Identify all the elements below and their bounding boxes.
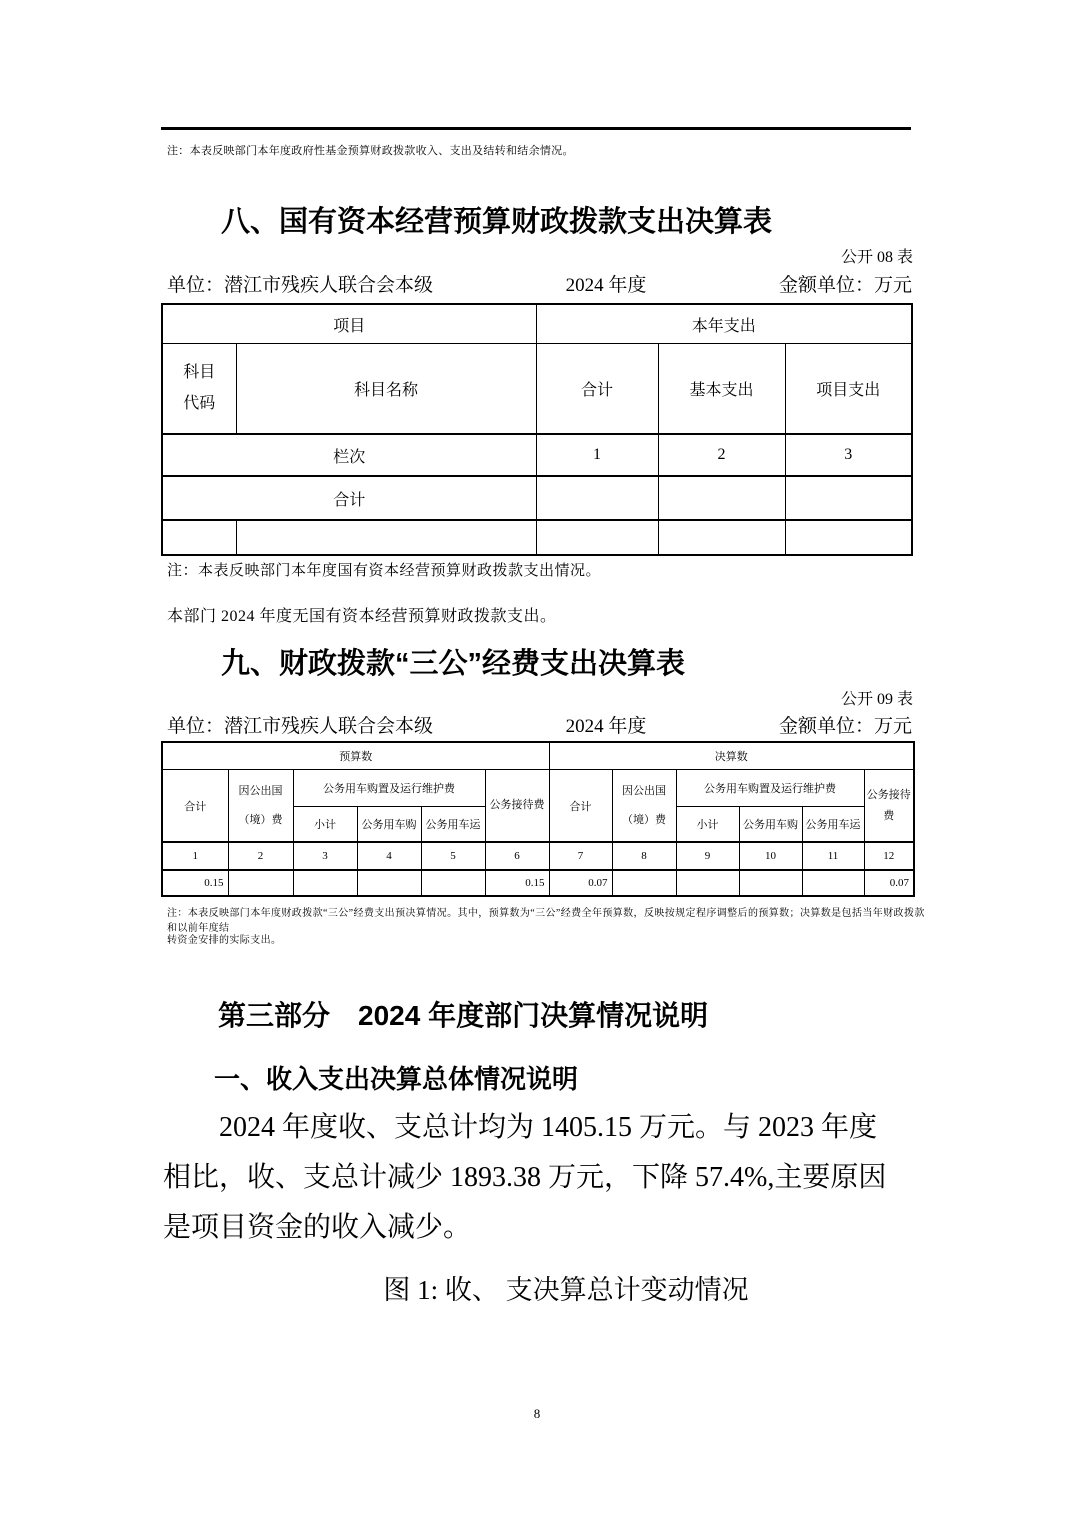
paragraph-line: 相比，收、支总计减少 1893.38 万元，下降 57.4%,主要原因 [163, 1162, 887, 1193]
t2-column-number: 8 [612, 842, 676, 870]
part3-section1-title: 一、收入支出决算总体情况说明 [214, 1064, 579, 1094]
t1-total-value-1 [536, 476, 658, 520]
t2-budget-header: 预算数 [162, 742, 549, 770]
t2-column-number: 9 [676, 842, 739, 870]
section9-table-tag: 公开 09 表 [840, 691, 913, 708]
section9-table-note-line2: 转资金安排的实际支出。 [167, 935, 282, 946]
section8-title: 八、国有资本经营预算财政拨款支出决算表 [221, 206, 773, 238]
t2-final-value [802, 870, 864, 896]
section8-amount-unit-label: 金额单位：万元 [778, 275, 912, 296]
t2-budget-subtotal-label: 小计 [293, 807, 357, 843]
t2-budget-value [293, 870, 357, 896]
t1-empty-cell [658, 520, 785, 555]
t1-column-index-1: 1 [536, 434, 658, 476]
t2-budget-vehicle-label: 公务用车购置及运行维护费 [293, 770, 485, 807]
t2-column-number: 3 [293, 842, 357, 870]
t2-final-operation-label: 公务用车运 [802, 807, 864, 843]
previous-table-bottom-rule [161, 127, 911, 130]
t1-header-basic-expenditure: 基本支出 [658, 344, 785, 435]
section8-year-label: 2024 年度 [565, 275, 647, 296]
t2-budget-reception-label: 公务接待费 [485, 770, 549, 843]
t2-budget-value [357, 870, 421, 896]
three-public-funds-table [161, 741, 915, 897]
t2-column-number: 1 [162, 842, 228, 870]
t1-header-subject-code: 科目代码 [162, 344, 236, 435]
t2-budget-value [421, 870, 485, 896]
section9-table-note-line1: 注：本表反映部门本年度财政拨款“三公”经费支出预决算情况。其中，预算数为“三公”经费全年预算数，反映按规定程序调整后的预算数；决算数是包括当年财政拨款和以前年度结 [167, 908, 925, 934]
t2-column-number: 6 [485, 842, 549, 870]
t2-final-reception-label: 公务接待费 [864, 770, 914, 843]
t2-column-number: 4 [357, 842, 421, 870]
t1-total-value-3 [785, 476, 912, 520]
t2-final-value-reception: 0.07 [864, 870, 914, 896]
t1-header-year-expenditure: 本年支出 [536, 304, 912, 344]
section9-amount-unit-label: 金额单位：万元 [778, 716, 912, 737]
section9-unit-label: 单位：潜江市残疾人联合会本级 [167, 716, 434, 737]
paragraph-line: 是项目资金的收入减少。 [163, 1212, 472, 1243]
section9-year-label: 2024 年度 [565, 716, 647, 737]
t2-final-abroad-label: 因公出国（境）费 [612, 770, 676, 843]
page-number: 8 [533, 1406, 541, 1421]
paragraph-line: 2024 年度收、支总计均为 1405.15 万元。与 2023 年度 [219, 1112, 878, 1143]
t1-column-index-2: 2 [658, 434, 785, 476]
t2-column-number: 5 [421, 842, 485, 870]
t2-budget-value-total: 0.15 [162, 870, 228, 896]
section8-unit-line [167, 270, 912, 297]
t2-budget-value [228, 870, 293, 896]
t2-column-number: 10 [739, 842, 802, 870]
t2-final-vehicle-label: 公务用车购置及运行维护费 [676, 770, 864, 807]
t2-budget-abroad-label: 因公出国（境）费 [228, 770, 293, 843]
t2-column-number: 12 [864, 842, 914, 870]
t2-final-subtotal-label: 小计 [676, 807, 739, 843]
t2-budget-value-reception: 0.15 [485, 870, 549, 896]
part3-title: 第三部分 2024 年度部门决算情况说明 [218, 1000, 709, 1031]
t1-empty-cell [236, 520, 536, 555]
t2-column-number: 11 [802, 842, 864, 870]
t1-header-project: 项目 [162, 304, 536, 344]
gov-fund-table-note: 注：本表反映部门本年度政府性基金预算财政拨款收入、支出及结转和结余情况。 [167, 145, 574, 157]
t2-final-value [739, 870, 802, 896]
t2-final-purchase-label: 公务用车购 [739, 807, 802, 843]
section9-unit-line [167, 711, 912, 738]
t2-budget-purchase-label: 公务用车购 [357, 807, 421, 843]
t2-final-value [612, 870, 676, 896]
t1-total-value-2 [658, 476, 785, 520]
t1-header-total: 合计 [536, 344, 658, 435]
t1-header-project-expenditure: 项目支出 [785, 344, 912, 435]
t1-empty-cell [536, 520, 658, 555]
t1-total-row-label: 合计 [162, 476, 536, 520]
t1-column-index-3: 3 [785, 434, 912, 476]
t2-final-value [676, 870, 739, 896]
t2-final-header: 决算数 [549, 742, 914, 770]
t2-budget-total-label: 合计 [162, 770, 228, 843]
section8-table-note: 注：本表反映部门本年度国有资本经营预算财政拨款支出情况。 [167, 563, 602, 579]
section8-statement: 本部门 2024 年度无国有资本经营预算财政拨款支出。 [167, 608, 557, 625]
t2-final-value-total: 0.07 [549, 870, 612, 896]
t1-empty-cell [785, 520, 912, 555]
section8-unit-label: 单位：潜江市残疾人联合会本级 [167, 275, 434, 296]
summary-paragraph [163, 1103, 915, 1253]
section8-table-tag: 公开 08 表 [840, 249, 913, 266]
state-capital-budget-expenditure-table [161, 303, 913, 556]
t2-final-total-label: 合计 [549, 770, 612, 843]
t2-column-number: 2 [228, 842, 293, 870]
section9-title: 九、财政拨款“三公”经费支出决算表 [221, 648, 686, 680]
t2-budget-operation-label: 公务用车运 [421, 807, 485, 843]
figure1-caption: 图 1: 收、 支决算总计变动情况 [383, 1275, 749, 1305]
t1-column-index-label: 栏次 [162, 434, 536, 476]
t1-empty-cell [162, 520, 236, 555]
t1-header-subject-name: 科目名称 [236, 344, 536, 435]
t2-column-number: 7 [549, 842, 612, 870]
